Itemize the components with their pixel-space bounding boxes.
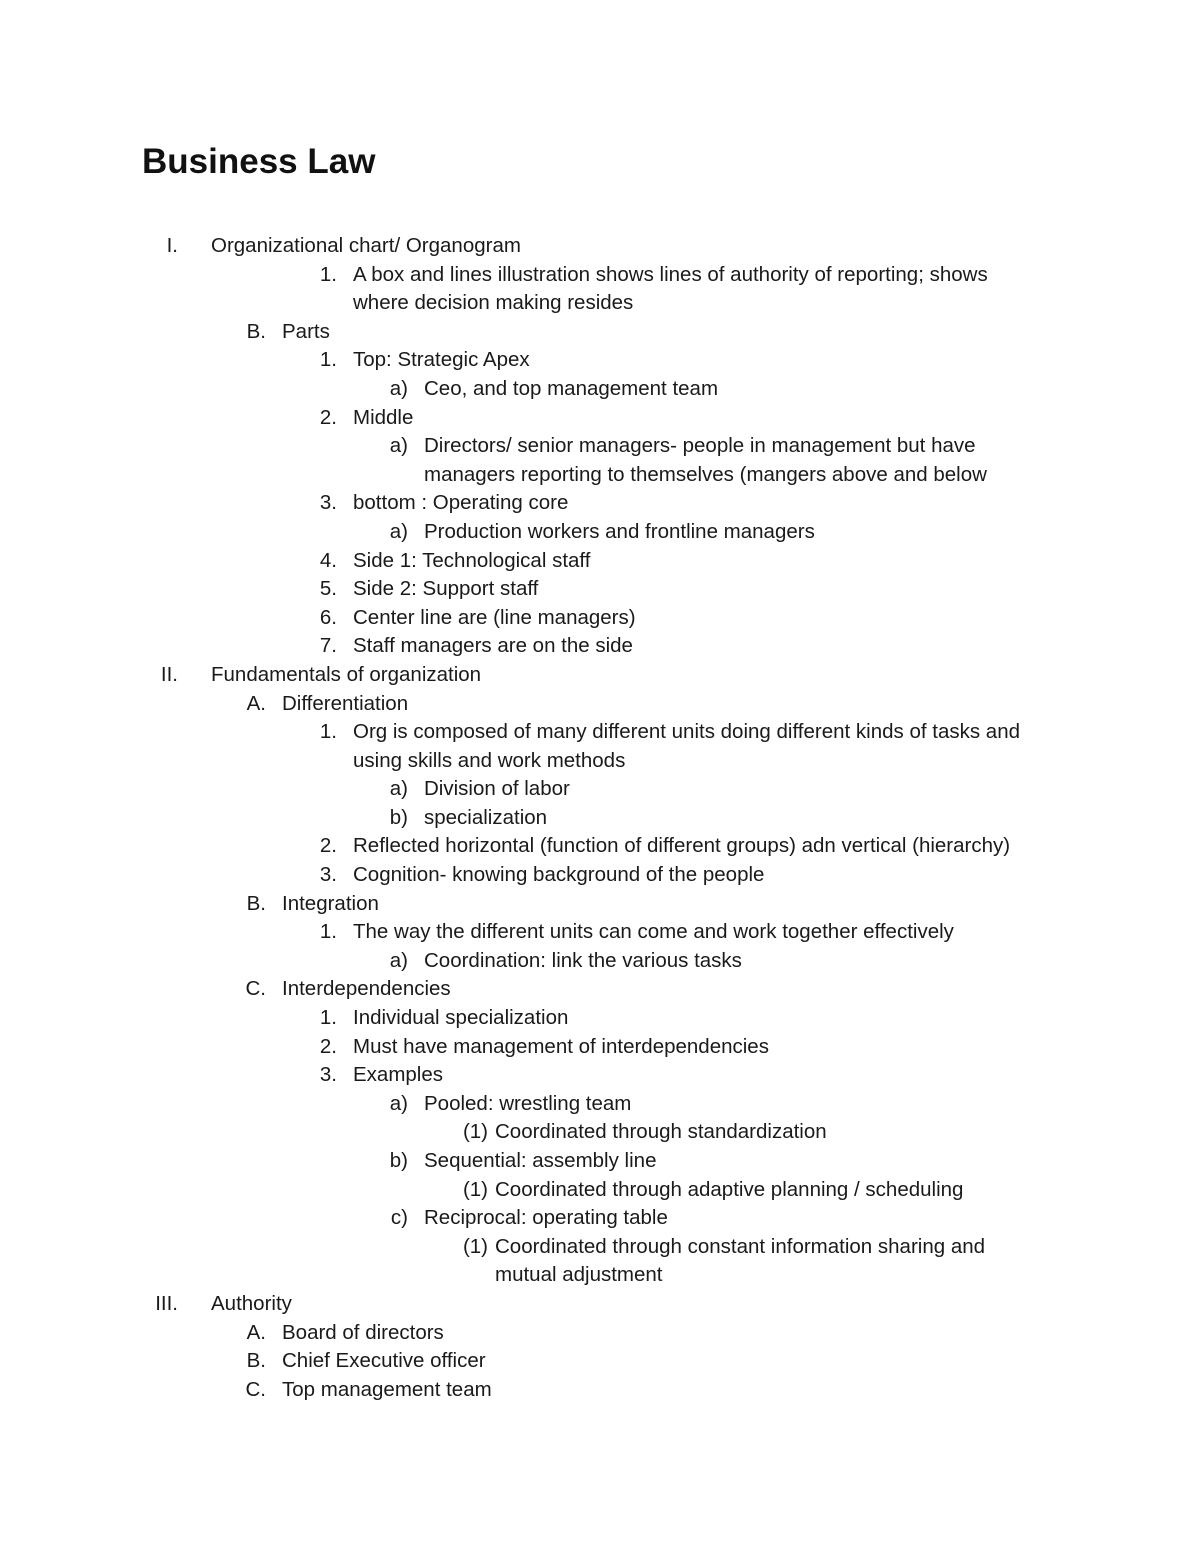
outline-item-level-2 <box>0 975 1200 1004</box>
list-marker: 3. <box>319 1063 337 1087</box>
list-marker: 2. <box>319 405 337 429</box>
list-item-text: The way the different units can come and work together effectively <box>353 920 954 944</box>
list-item-text: where decision making resides <box>353 291 634 315</box>
outline-item-level-1 <box>0 1290 1200 1319</box>
outline-item-level-4 <box>0 432 1200 461</box>
outline-item-level-4 <box>0 804 1200 833</box>
list-item-text: Parts <box>282 319 330 343</box>
outline-item-level-2 <box>0 318 1200 347</box>
list-marker: 7. <box>319 634 337 658</box>
list-item-text: bottom : Operating core <box>353 491 569 515</box>
list-item-text: Ceo, and top management team <box>424 376 719 400</box>
outline-item-level-3 <box>0 289 1200 318</box>
outline-item-level-3 <box>0 918 1200 947</box>
outline-item-level-3 <box>0 261 1200 290</box>
outline-item-level-3 <box>0 1033 1200 1062</box>
list-item-text: Chief Executive officer <box>282 1349 486 1373</box>
outline-list <box>0 232 1200 1404</box>
outline-item-level-3 <box>0 1004 1200 1033</box>
list-marker: A. <box>246 1320 266 1344</box>
list-marker: B. <box>246 891 266 915</box>
list-item-text: Examples <box>353 1063 444 1087</box>
list-marker: a) <box>389 948 408 972</box>
outline-item-level-4 <box>0 775 1200 804</box>
list-item-text: Integration <box>282 891 379 915</box>
outline-item-level-3 <box>0 1061 1200 1090</box>
list-item-text: Organizational chart/ Organogram <box>211 234 521 257</box>
outline-item-level-5 <box>0 1176 1200 1205</box>
outline-item-level-3 <box>0 489 1200 518</box>
list-marker: (1) <box>462 1234 488 1258</box>
outline-item-level-3 <box>0 718 1200 747</box>
list-marker: 1. <box>319 262 337 286</box>
list-marker: 1. <box>319 720 337 744</box>
list-marker: C. <box>245 1377 266 1401</box>
list-marker: (1) <box>462 1120 488 1144</box>
outline-item-level-2 <box>0 690 1200 719</box>
list-marker: a) <box>389 1091 408 1115</box>
list-item-text: Center line are (line managers) <box>353 605 636 629</box>
list-item-text: Coordinated through adaptive planning / scheduling <box>495 1177 964 1201</box>
list-marker: 3. <box>319 863 337 887</box>
list-marker: B. <box>246 319 266 343</box>
page-title: Business Law <box>142 142 376 181</box>
list-item-text: using skills and work methods <box>353 748 626 772</box>
outline-item-level-2 <box>0 1347 1200 1376</box>
outline-item-level-3 <box>0 861 1200 890</box>
list-marker: b) <box>389 805 408 829</box>
list-item-text: Side 1: Technological staff <box>353 548 591 572</box>
outline-item-level-1 <box>0 661 1200 690</box>
outline-item-level-5 <box>0 1233 1200 1262</box>
list-marker: II. <box>160 662 178 686</box>
list-item-text: Cognition- knowing background of the people <box>353 863 765 887</box>
list-item-text: Coordination: link the various tasks <box>424 948 742 972</box>
list-item-text: A box and lines illustration shows lines of authority of reporting; shows <box>353 262 988 286</box>
list-marker: c) <box>390 1206 408 1230</box>
list-item-text: Middle <box>353 405 414 429</box>
list-item-text: Individual specialization <box>353 1006 569 1030</box>
list-item-text: Board of directors <box>282 1320 444 1344</box>
list-item-text: mutual adjustment <box>495 1263 663 1287</box>
list-item-text: Sequential: assembly line <box>424 1149 657 1172</box>
list-item-text: specialization <box>424 805 548 829</box>
list-item-text: Division of labor <box>424 777 570 801</box>
outline-item-level-4 <box>0 1147 1200 1176</box>
list-marker: 5. <box>319 577 337 601</box>
list-marker: 4. <box>319 548 337 572</box>
outline-item-level-3 <box>0 547 1200 576</box>
outline-item-level-3 <box>0 346 1200 375</box>
list-item-text: Authority <box>211 1291 292 1315</box>
list-item-text: Pooled: wrestling team <box>424 1091 632 1115</box>
list-marker: B. <box>246 1349 266 1373</box>
outline-item-level-2 <box>0 890 1200 919</box>
list-item-text: Top: Strategic Apex <box>353 348 530 372</box>
outline-item-level-4 <box>0 461 1200 490</box>
outline-item-level-2 <box>0 1319 1200 1348</box>
outline-item-level-4 <box>0 518 1200 547</box>
outline-item-level-3 <box>0 604 1200 633</box>
list-marker: C. <box>245 977 266 1001</box>
list-item-text: Interdependencies <box>282 977 451 1001</box>
list-marker: a) <box>389 376 408 400</box>
list-marker: 1. <box>319 348 337 372</box>
list-marker: 1. <box>319 1006 337 1030</box>
outline-item-level-4 <box>0 1090 1200 1119</box>
list-item-text: Coordinated through constant information sharing and <box>495 1234 986 1258</box>
outline-item-level-5 <box>0 1118 1200 1147</box>
list-marker: a) <box>389 519 408 543</box>
outline-item-level-2 <box>0 1376 1200 1405</box>
outline-item-level-4 <box>0 375 1200 404</box>
list-item-text: Fundamentals of organization <box>211 662 482 686</box>
list-marker: a) <box>389 434 408 458</box>
outline-item-level-5 <box>0 1261 1200 1290</box>
list-item-text: Directors/ senior managers- people in management but have <box>424 434 976 458</box>
list-marker: III. <box>155 1291 178 1315</box>
list-item-text: Side 2: Support staff <box>353 577 539 601</box>
outline-item-level-3 <box>0 575 1200 604</box>
outline-item-level-4 <box>0 947 1200 976</box>
list-item-text: Org is composed of many different units doing different kinds of tasks and <box>353 720 1021 744</box>
list-item-text: Coordinated through standardization <box>495 1120 827 1144</box>
list-marker: b) <box>389 1149 408 1172</box>
list-marker: A. <box>246 691 266 715</box>
list-marker: 2. <box>319 1034 337 1058</box>
outline-item-level-3 <box>0 747 1200 776</box>
list-marker: I. <box>166 234 178 257</box>
outline-item-level-1 <box>0 232 1200 261</box>
list-item-text: Reflected horizontal (function of different groups) adn vertical (hierarchy) <box>353 834 1011 858</box>
list-item-text: Differentiation <box>282 691 409 715</box>
outline-item-level-3 <box>0 632 1200 661</box>
list-item-text: Staff managers are on the side <box>353 634 633 658</box>
list-marker: 1. <box>319 920 337 944</box>
list-marker: 6. <box>319 605 337 629</box>
outline-item-level-3 <box>0 832 1200 861</box>
list-item-text: Production workers and frontline managers <box>424 519 815 543</box>
list-item-text: managers reporting to themselves (mangers above and below <box>424 462 987 486</box>
outline-item-level-4 <box>0 1204 1200 1233</box>
list-item-text: Reciprocal: operating table <box>424 1206 668 1230</box>
outline-item-level-3 <box>0 404 1200 433</box>
list-marker: 2. <box>319 834 337 858</box>
list-marker: 3. <box>319 491 337 515</box>
list-item-text: Must have management of interdependencies <box>353 1034 769 1058</box>
list-marker: (1) <box>462 1177 488 1201</box>
list-marker: a) <box>389 777 408 801</box>
list-item-text: Top management team <box>282 1377 492 1401</box>
